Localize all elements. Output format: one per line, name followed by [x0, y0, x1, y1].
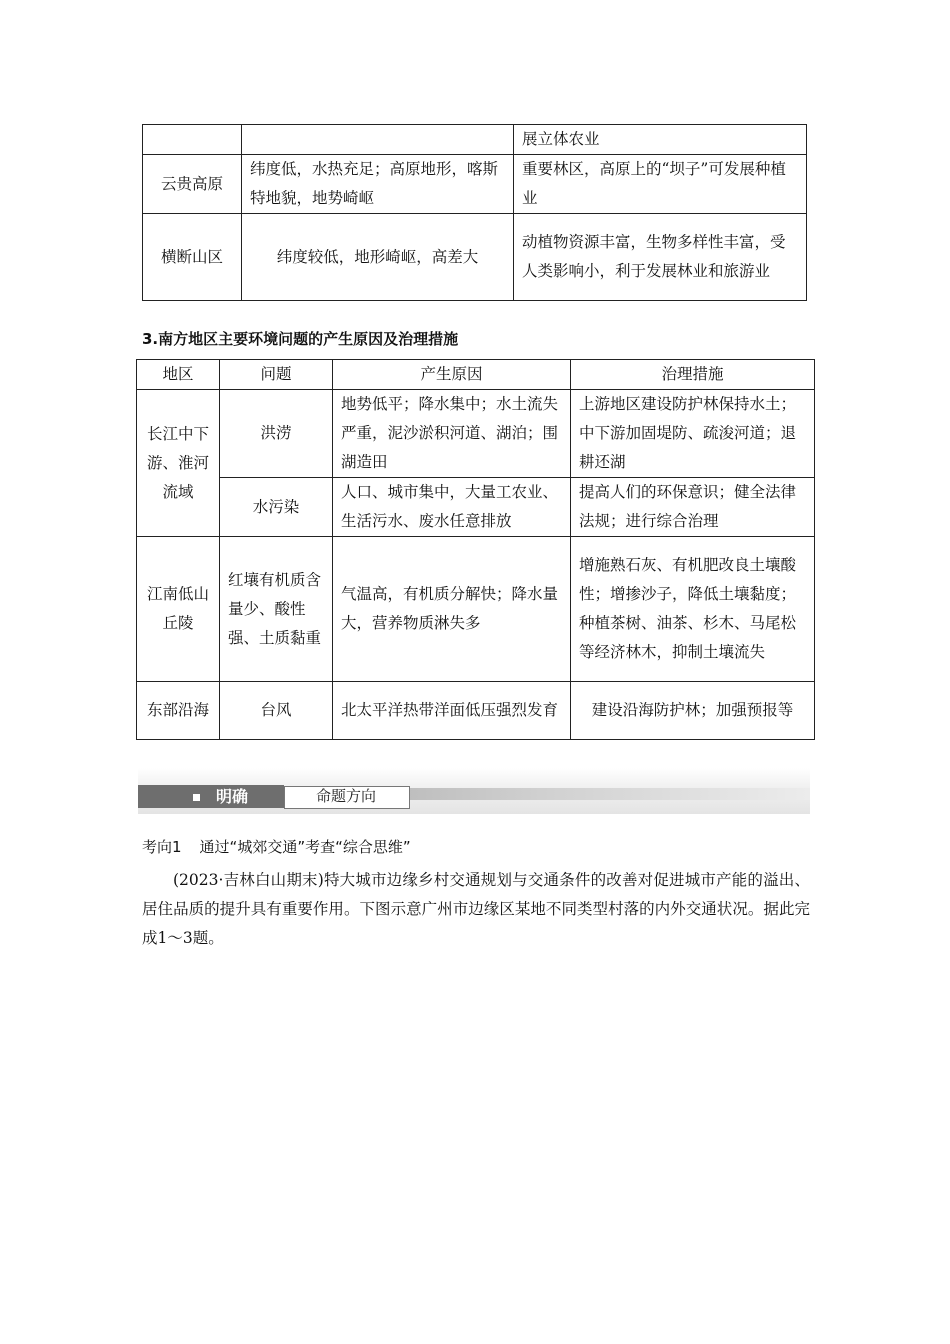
- header-cause: 产生原因: [333, 360, 571, 390]
- header-region: 地区: [137, 360, 220, 390]
- banner-label-light: 命题方向: [315, 787, 376, 805]
- plateau-table: [142, 124, 807, 301]
- cause-cell: 北太平洋热带洋面低压强烈发育: [333, 682, 571, 740]
- banner-dark-box: [138, 785, 284, 808]
- header-measure: 治理措施: [571, 360, 815, 390]
- table-row: [137, 390, 815, 478]
- section-title: 3.南方地区主要环境问题的产生原因及治理措施: [142, 330, 459, 348]
- square-bullet-icon: [193, 794, 200, 801]
- region-cell: 江南低山丘陵: [137, 537, 220, 682]
- measure-cell: 建设沿海防护林；加强预报等: [571, 682, 815, 740]
- header-problem: 问题: [220, 360, 333, 390]
- cause-cell: 地势低平；降水集中；水土流失严重，泥沙淤积河道、湖泊；围湖造田: [333, 390, 571, 478]
- development-cell: 动植物资源丰富，生物多样性丰富，受人类影响小，利于发展林业和旅游业: [514, 214, 807, 301]
- conditions-cell: 纬度低，水热充足；高原地形，喀斯特地貌，地势崎岖: [242, 155, 514, 214]
- table-header-row: [137, 360, 815, 390]
- measure-cell: 上游地区建设防护林保持水土；中下游加固堤防、疏浚河道；退耕还湖: [571, 390, 815, 478]
- direction-text: 通过“城郊交通”考查“综合思维”: [199, 838, 411, 856]
- table-row: [137, 682, 815, 740]
- measure-cell: 提高人们的环保意识；健全法律法规；进行综合治理: [571, 478, 815, 537]
- direction-heading: [142, 836, 411, 857]
- table-row: [137, 478, 815, 537]
- question-paragraph: (2023·吉林白山期末)特大城市边缘乡村交通规划与交通条件的改善对促进城市产能的溢出、居住品质的提升具有重要作用。下图示意广州市边缘区某地不同类型村落的内外交通状况。据此完成1～3题。: [142, 871, 810, 947]
- region-cell: 横断山区: [143, 214, 242, 301]
- table-row: [143, 214, 807, 301]
- region-cell: 东部沿海: [137, 682, 220, 740]
- region-cell: [143, 125, 242, 155]
- region-cell: 长江中下游、淮河流域: [137, 390, 220, 537]
- development-cell: 展立体农业: [514, 125, 807, 155]
- measure-cell: 增施熟石灰、有机肥改良土壤酸性；增掺沙子，降低土壤黏度；种植茶树、油茶、杉木、马尾松等经济林木，抑制土壤流失: [571, 537, 815, 682]
- conditions-cell: [242, 125, 514, 155]
- problem-cell: 台风: [220, 682, 333, 740]
- conditions-cell: 纬度较低，地形崎岖，高差大: [242, 214, 514, 301]
- direction-number: 考向1: [142, 838, 182, 856]
- table-row: [143, 125, 807, 155]
- cause-cell: 人口、城市集中，大量工农业、生活污水、废水任意排放: [333, 478, 571, 537]
- table-row: [143, 155, 807, 214]
- cause-cell: 气温高，有机质分解快；降水量大，营养物质淋失多: [333, 537, 571, 682]
- problem-cell: 洪涝: [220, 390, 333, 478]
- environment-table: [136, 359, 815, 740]
- banner-label-dark: 明确: [216, 787, 249, 806]
- development-cell: 重要林区，高原上的“坝子”可发展种植业: [514, 155, 807, 214]
- region-cell: 云贵高原: [143, 155, 242, 214]
- section-banner: [138, 768, 810, 814]
- table-row: [137, 537, 815, 682]
- problem-cell: 红壤有机质含量少、酸性强、土质黏重: [220, 537, 333, 682]
- problem-cell: 水污染: [220, 478, 333, 537]
